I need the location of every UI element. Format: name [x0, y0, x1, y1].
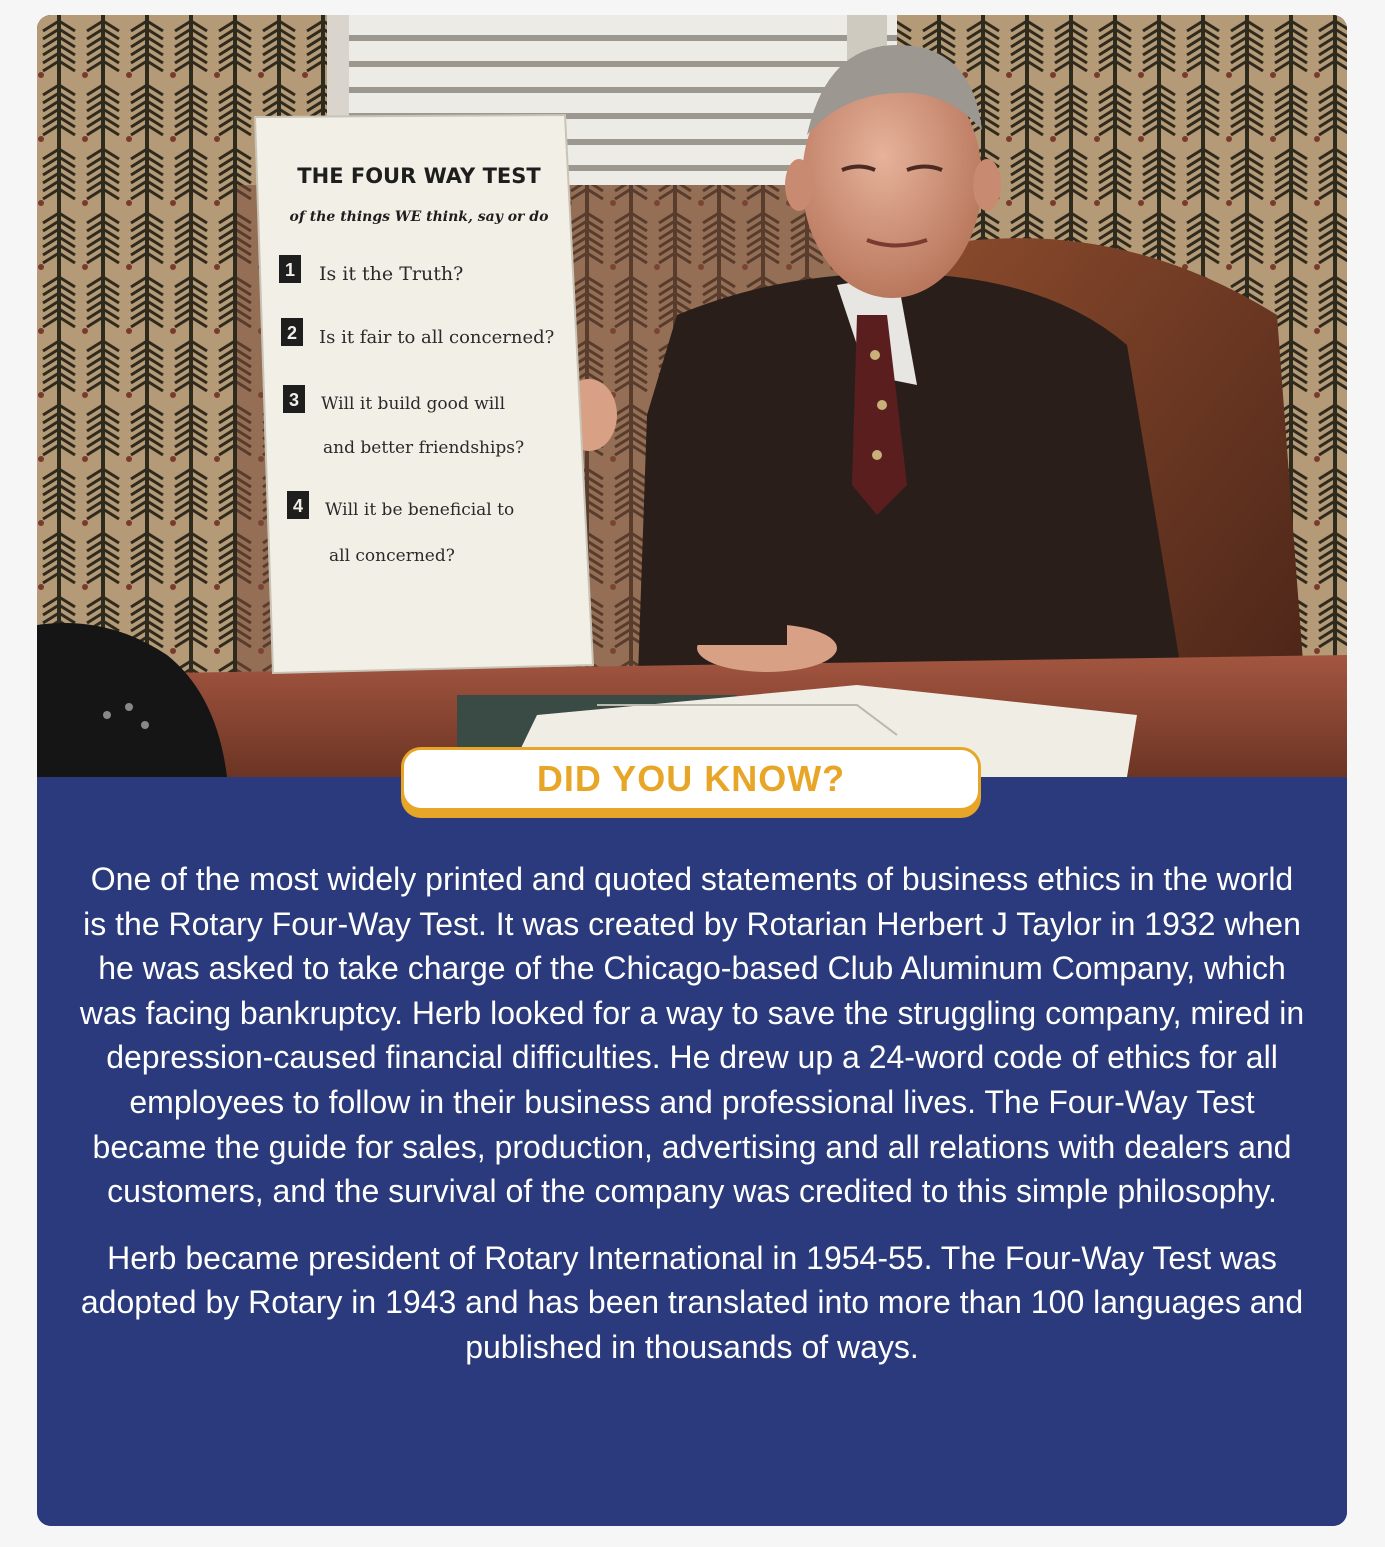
story-text — [77, 857, 1307, 1392]
story-paragraph-1: One of the most widely printed and quoted statements of business ethics in the world is the Rotary Four-Way Test. It was created by Rotarian Herbert J Taylor in 1932 when he was asked to take charge of the Chicago-based Club Aluminum Company, which was facing bankruptcy. Herb looked for a way to save the struggling company, mired in depression-caused financial difficulties. He drew up a 24-word code of ethics for all employees to follow in their business and professional lives. The Four-Way Test became the guide for sales, production, advertising and all relations with dealers and customers, and the survival of the company was credited to this simple philosophy. — [79, 861, 1305, 1210]
historical-photo — [37, 15, 1347, 777]
four-way-test-sign — [255, 115, 593, 673]
sign-item-3-line1: Will it build good will — [321, 394, 506, 414]
sign-item-1-number: 1 — [284, 260, 296, 280]
did-you-know-card — [37, 15, 1347, 1526]
story-paragraph-2: Herb became president of Rotary International in 1954-55. The Four-Way Test was adopted by Rotary in 1943 and has been translated into more than 100 languages and published in thousands of ways. — [80, 1239, 1304, 1365]
sign-item-4-number: 4 — [292, 496, 304, 516]
sign-item-4-line1: Will it be beneficial to — [325, 500, 515, 520]
sign-item-4-line2: all concerned? — [329, 546, 455, 566]
sign-title: THE FOUR WAY TEST — [297, 164, 541, 188]
sign-subtitle: of the things WE think, say or do — [289, 209, 549, 225]
sign-item-1-text: Is it the Truth? — [319, 263, 464, 285]
sign-item-3-line2: and better friendships? — [323, 438, 525, 458]
sign-item-2-number: 2 — [286, 323, 298, 343]
sign-item-2-text: Is it fair to all concerned? — [319, 327, 555, 348]
did-you-know-badge: DID YOU KNOW? — [401, 747, 981, 811]
sign-item-3-number: 3 — [288, 390, 300, 410]
